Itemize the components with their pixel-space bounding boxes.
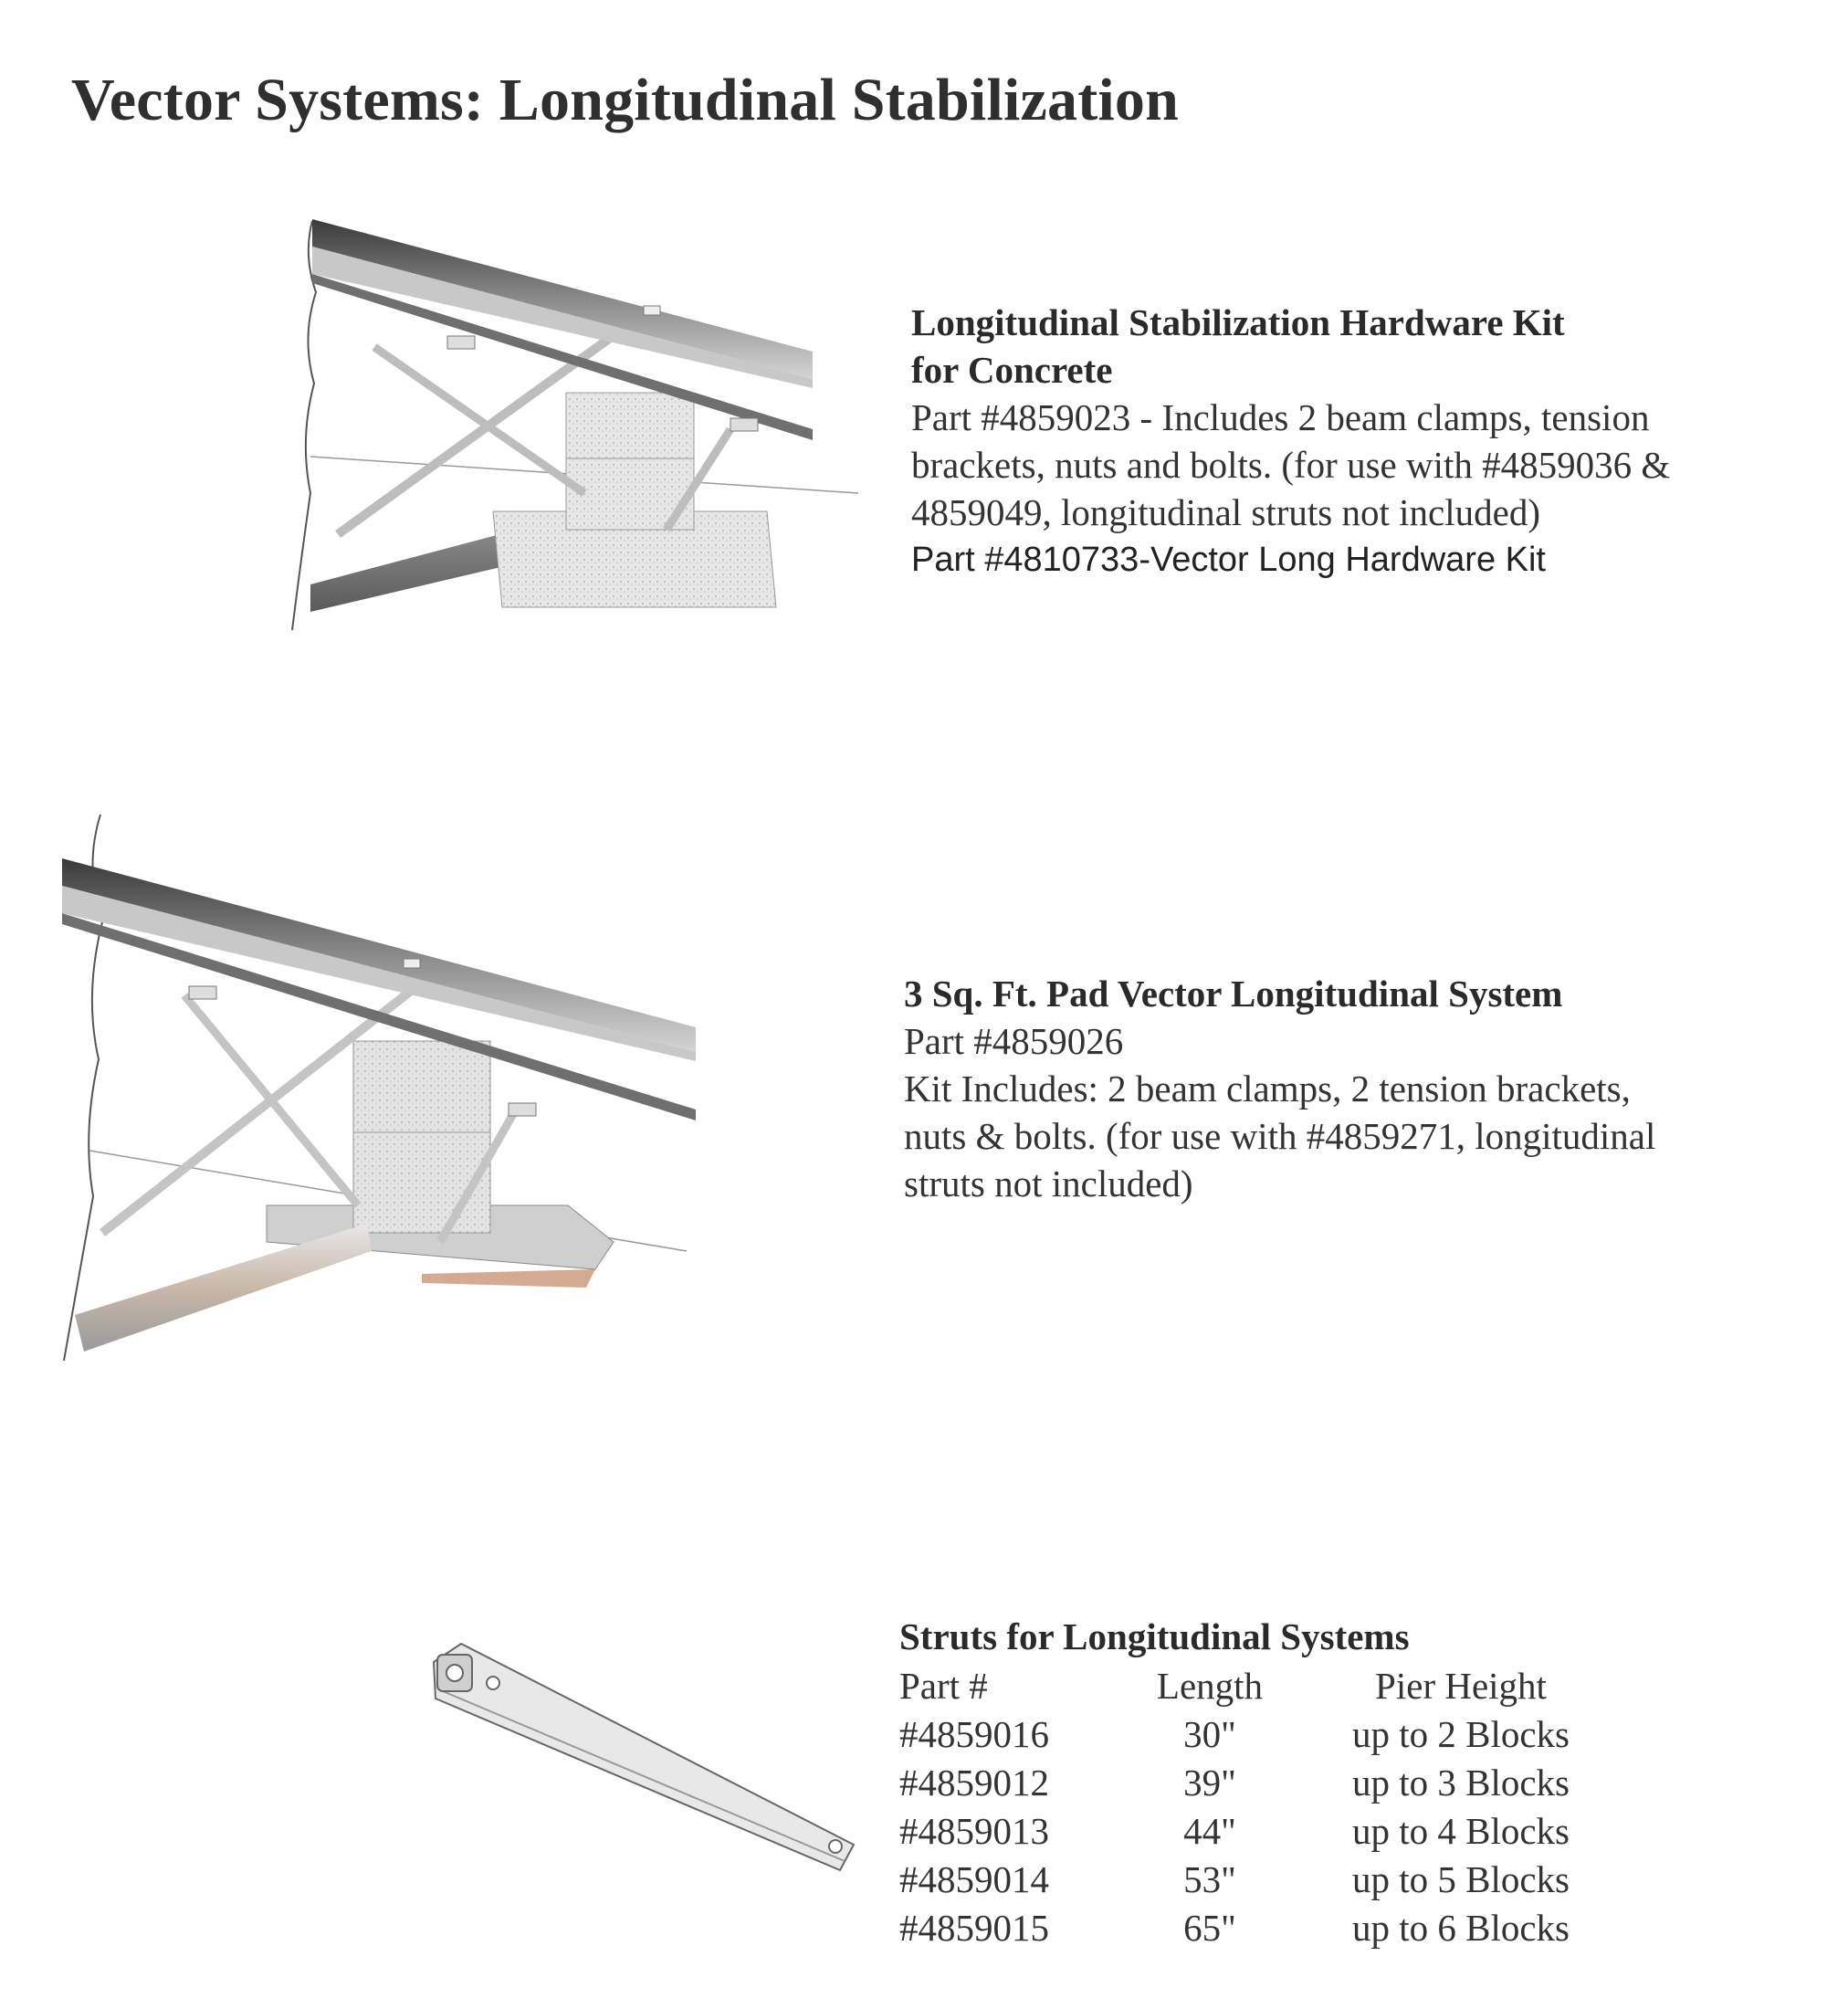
product-body-line: nuts & bolts. (for use with #4859271, longitudinal bbox=[904, 1115, 1656, 1157]
column-header: Part # bbox=[899, 1665, 988, 1707]
product-body-line: struts not included) bbox=[904, 1162, 1193, 1204]
strut-length: 30" bbox=[1183, 1713, 1236, 1755]
part-number: #4859014 bbox=[899, 1858, 1049, 1900]
pad-vector-system bbox=[904, 970, 1655, 1207]
table-row bbox=[899, 1807, 1612, 1856]
column-header: Length bbox=[1156, 1665, 1264, 1707]
part-number: #4859012 bbox=[899, 1762, 1049, 1804]
table-row bbox=[899, 1904, 1612, 1952]
concrete-pier-illustration bbox=[283, 192, 867, 639]
pier-height: up to 6 Blocks bbox=[1351, 1907, 1570, 1949]
product-body-line: Part #4859023 - Includes 2 beam clamps, tension bbox=[911, 396, 1650, 438]
table-header-row bbox=[899, 1662, 1612, 1710]
page-title: Vector Systems: Longitudinal Stabilization bbox=[71, 67, 1180, 133]
column-header: Pier Height bbox=[1375, 1665, 1547, 1707]
strut-length: 39" bbox=[1183, 1762, 1236, 1804]
product-body-line: brackets, nuts and bolts. (for use with #4859036 & bbox=[911, 444, 1671, 486]
product-heading-line: 3 Sq. Ft. Pad Vector Longitudinal System bbox=[904, 973, 1563, 1015]
pier-height: up to 4 Blocks bbox=[1351, 1810, 1570, 1852]
strut-length: 65" bbox=[1183, 1907, 1236, 1949]
product-body-line: Kit Includes: 2 beam clamps, 2 tension brackets, bbox=[904, 1068, 1631, 1110]
product-extra-line: Part #4810733-Vector Long Hardware Kit bbox=[911, 541, 1546, 579]
strut-illustration bbox=[425, 1635, 863, 1890]
product-body-line: Part #4859026 bbox=[904, 1020, 1124, 1062]
pier-height: up to 3 Blocks bbox=[1351, 1762, 1570, 1804]
product-heading-line: for Concrete bbox=[911, 349, 1113, 391]
product-body-line: 4859049, longitudinal struts not included) bbox=[911, 491, 1540, 533]
product-heading-line: Longitudinal Stabilization Hardware Kit bbox=[911, 301, 1565, 343]
hardware-kit-concrete bbox=[911, 299, 1670, 584]
table-row bbox=[899, 1710, 1612, 1759]
pad-system-illustration bbox=[57, 813, 714, 1370]
table-row bbox=[899, 1759, 1612, 1807]
struts-table bbox=[899, 1615, 1612, 1952]
pier-height: up to 5 Blocks bbox=[1351, 1858, 1570, 1900]
strut-length: 53" bbox=[1183, 1858, 1236, 1900]
part-number: #4859015 bbox=[899, 1907, 1049, 1949]
strut-length: 44" bbox=[1183, 1810, 1236, 1852]
struts-heading: Struts for Longitudinal Systems bbox=[899, 1615, 1410, 1657]
table-row bbox=[899, 1856, 1612, 1904]
pier-height: up to 2 Blocks bbox=[1351, 1713, 1570, 1755]
part-number: #4859013 bbox=[899, 1810, 1049, 1852]
part-number: #4859016 bbox=[899, 1713, 1049, 1755]
